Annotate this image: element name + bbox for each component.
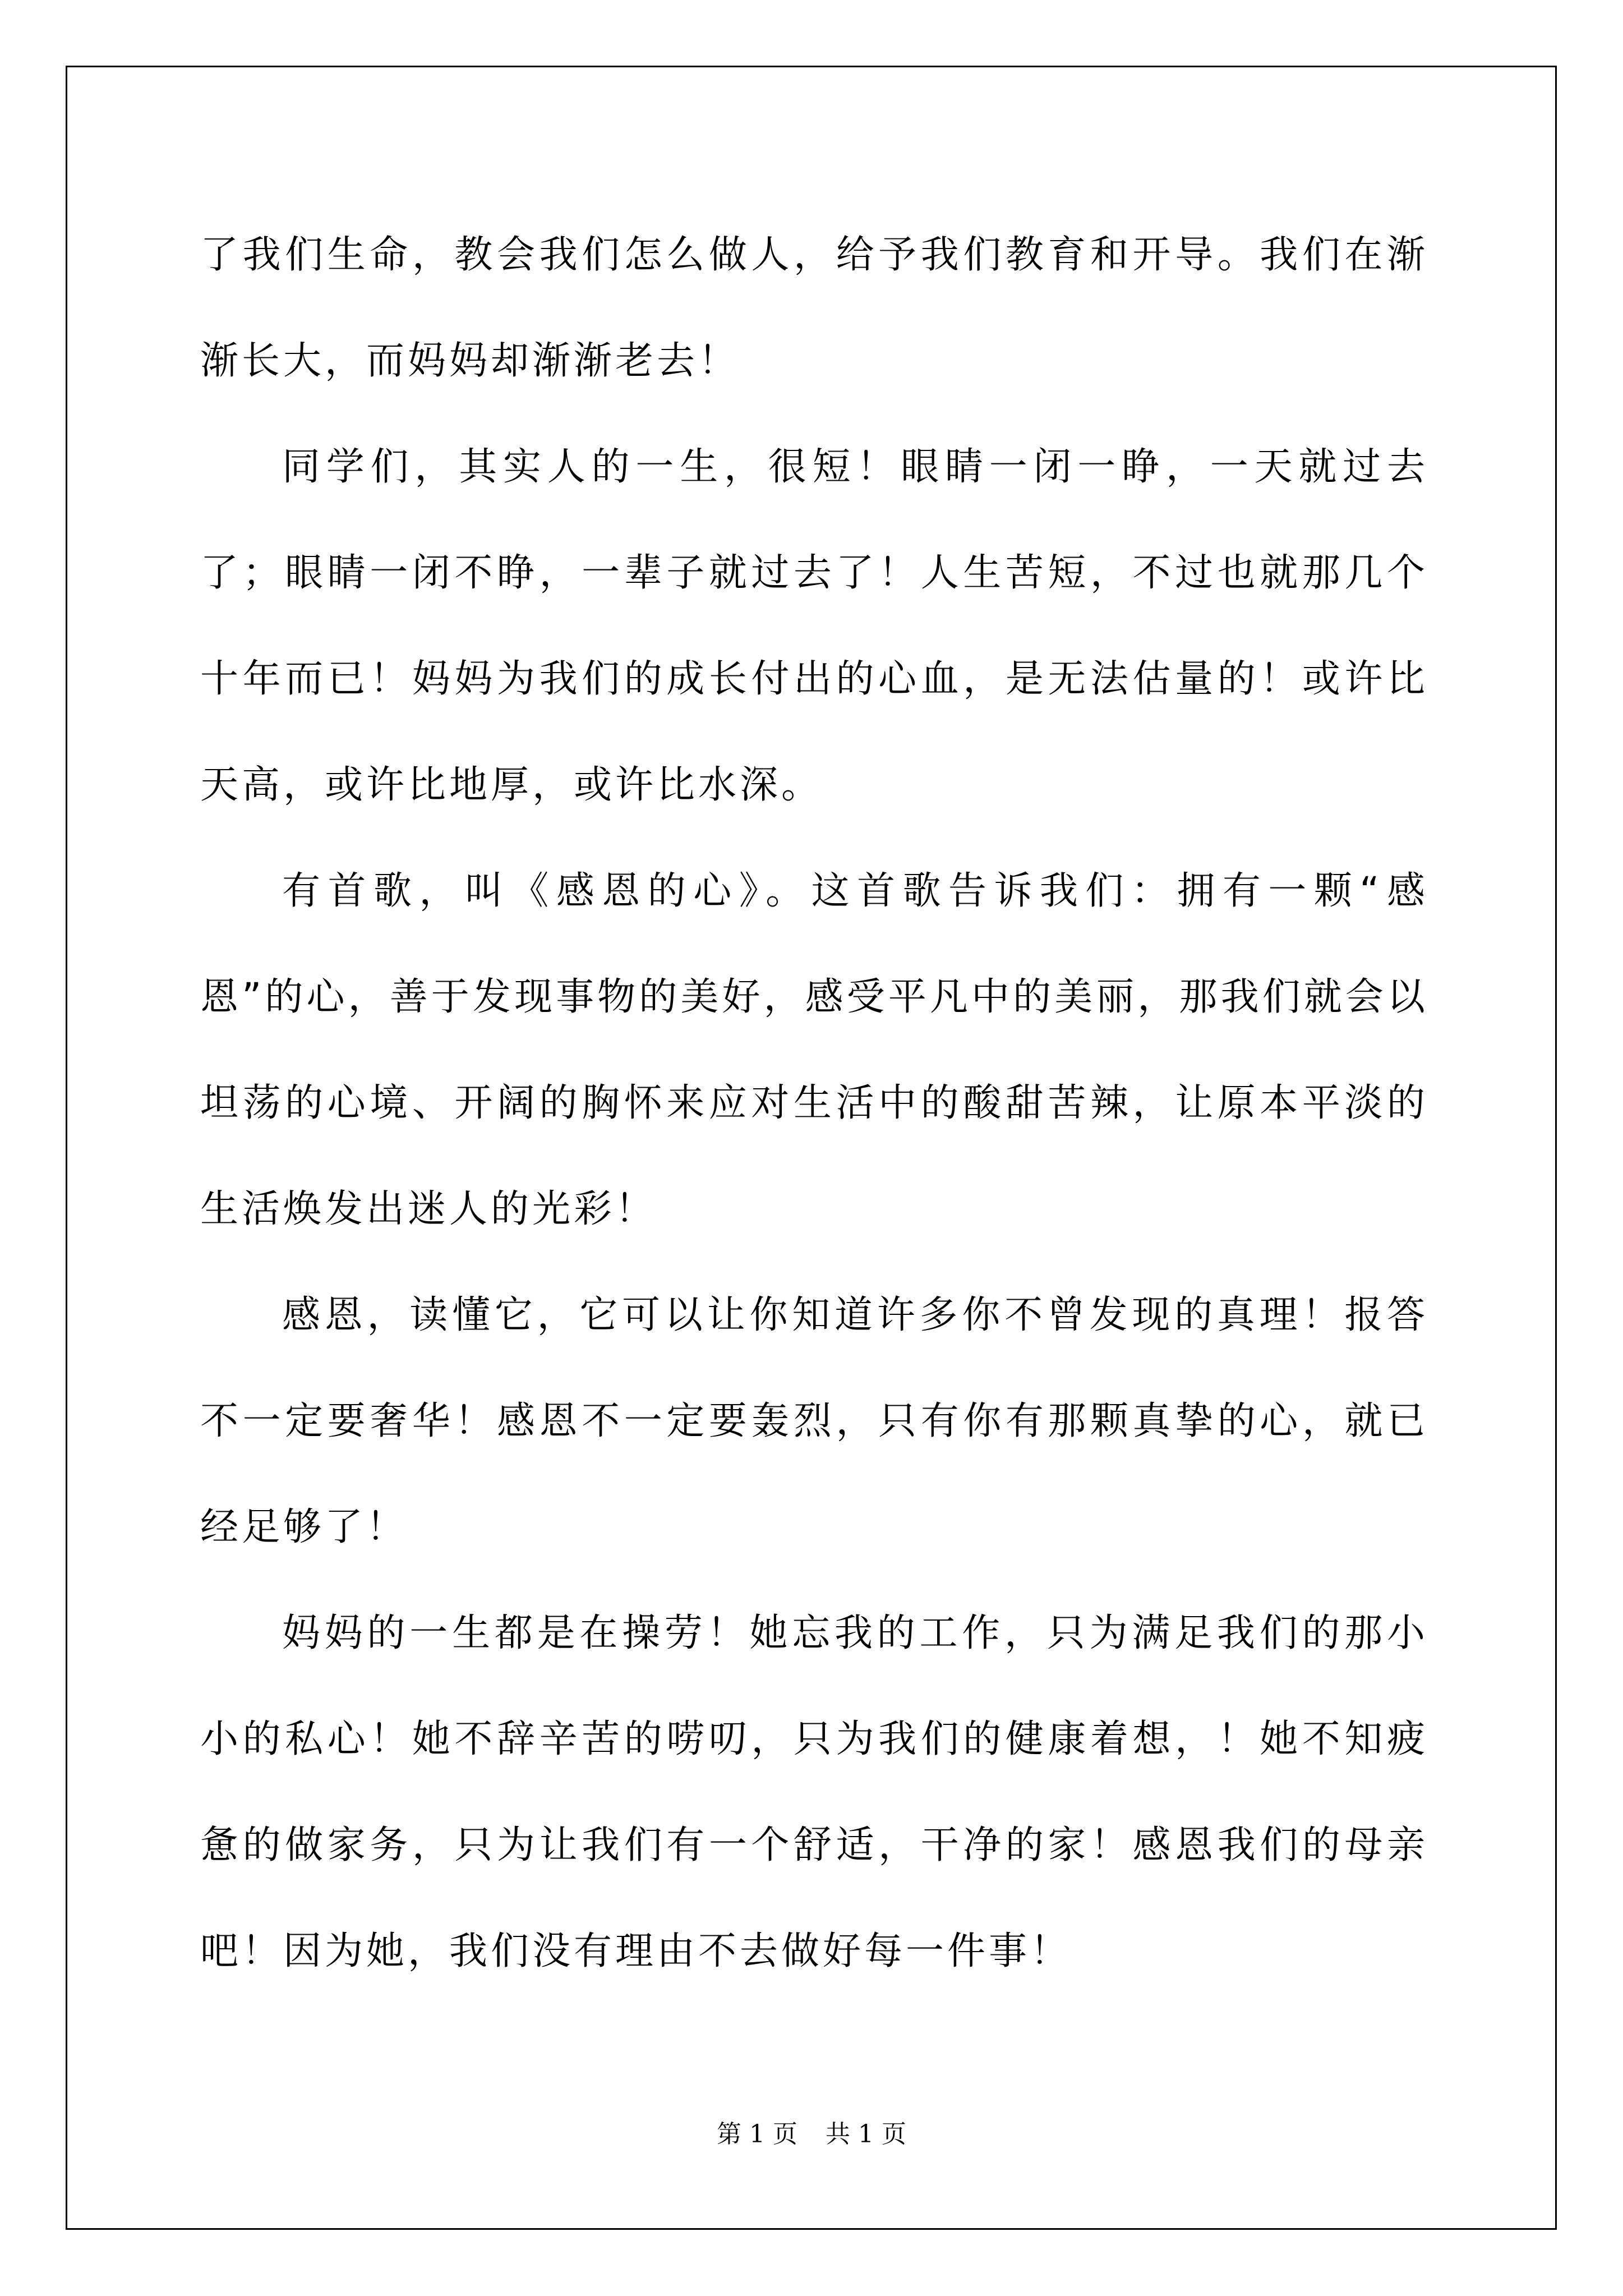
paragraph: 同学们，其实人的一生，很短！眼睛一闭一睁，一天就过去了；眼睛一闭不睁，一辈子就过去了！人生苦短，不过也就那几个十年而已！妈妈为我们的成长付出的心血，是无法估量的！或许比天高，或许比地厚，或许比水深。 [200, 445, 1428, 807]
paragraph: 有首歌，叫《感恩的心》。这首歌告诉我们：拥有一颗“感恩”的心，善于发现事物的美好，感受平凡中的美丽，那我们就会以坦荡的心境、开阔的胸怀来应对生活中的酸甜苦辣，让原本平淡的生活焕发出迷人的光彩！ [200, 869, 1428, 1231]
paragraph: 妈妈的一生都是在操劳！她忘我的工作，只为满足我们的那小小的私心！她不辞辛苦的唠叨，只为我们的健康着想，！她不知疲惫的做家务，只为让我们有一个舒适，干净的家！感恩我们的母亲吧！因为她，我们没有理由不去做好每一件事！ [200, 1611, 1428, 1973]
paragraph-continued: 了我们生命，教会我们怎么做人，给予我们教育和开导。我们在渐渐长大，而妈妈却渐渐老去！ [200, 233, 1428, 383]
paragraph: 感恩，读懂它，它可以让你知道许多你不曾发现的真理！报答不一定要奢华！感恩不一定要轰烈，只有你有那颗真挚的心，就已经足够了！ [200, 1293, 1428, 1549]
page-number: 第 1 页 [717, 2120, 797, 2148]
page-footer [0, 2118, 1623, 2151]
page-total: 共 1 页 [826, 2120, 906, 2148]
document-body [200, 202, 1428, 2004]
